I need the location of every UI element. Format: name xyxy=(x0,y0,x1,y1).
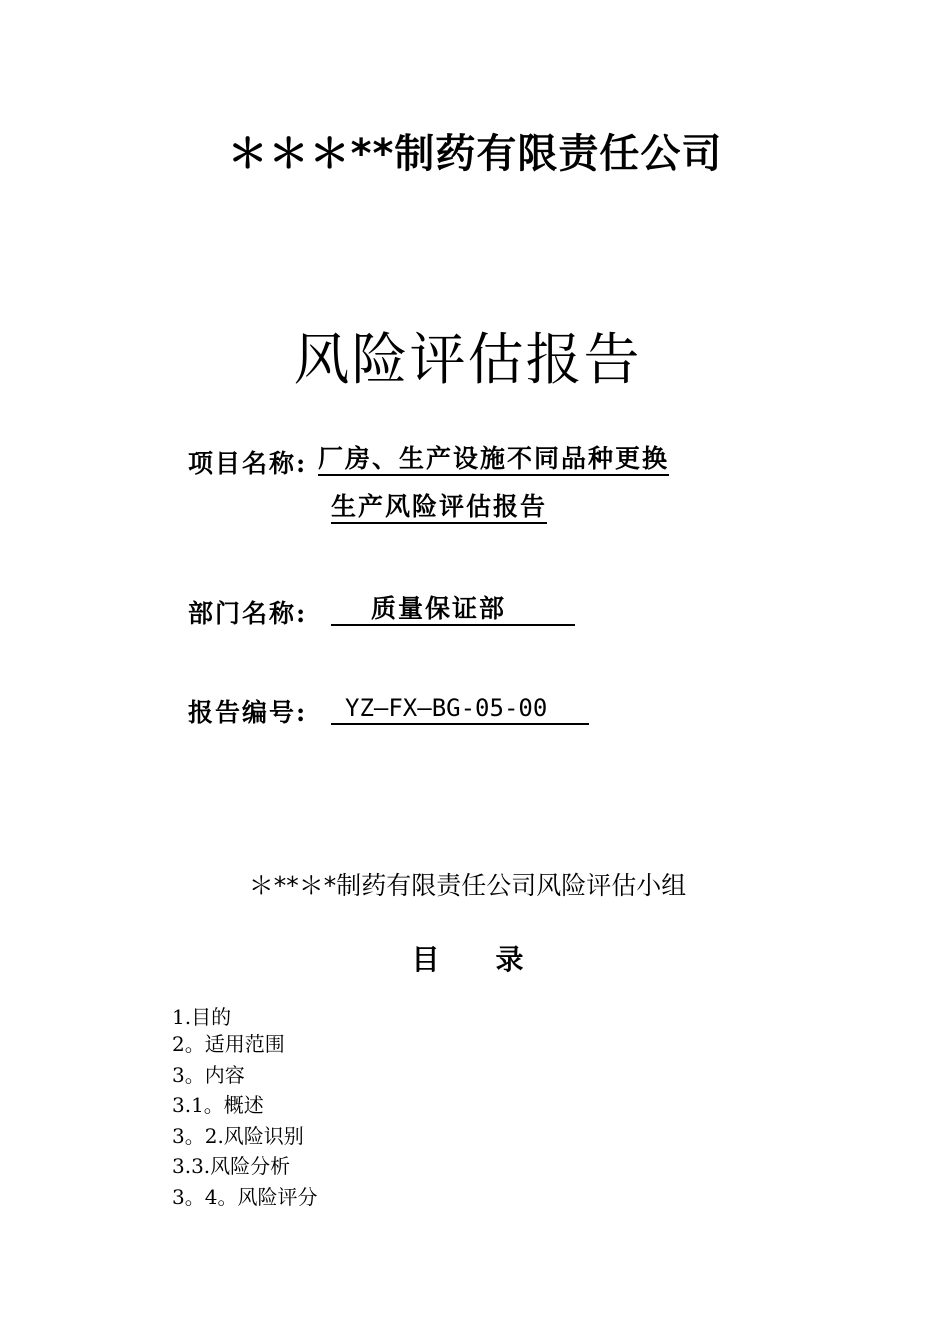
issuing-group: ＊**＊*制药有限责任公司风险评估小组 xyxy=(248,871,687,900)
report-number-value: YZ—FX—BG-05-00 xyxy=(331,693,589,725)
toc-title xyxy=(0,938,935,978)
toc-item[interactable]: 2。适用范围 xyxy=(172,1032,285,1056)
department-label: 部门名称: xyxy=(188,599,308,628)
company-name: ＊＊＊**制药有限责任公司 xyxy=(227,131,723,177)
report-title: 风险评估报告 xyxy=(293,328,642,393)
toc-item[interactable]: 3。2.风险识别 xyxy=(172,1123,304,1148)
table-of-contents xyxy=(172,1005,317,1212)
report-number-label: 报告编号: xyxy=(188,698,308,727)
toc-item[interactable]: 3。内容 xyxy=(172,1062,245,1087)
project-name-label: 项目名称: xyxy=(188,449,308,478)
toc-item[interactable]: 3.1。概述 xyxy=(172,1093,264,1117)
toc-title-char-1: 目 xyxy=(411,943,440,976)
toc-title-char-2: 录 xyxy=(495,943,524,976)
toc-item[interactable]: 1.目的 xyxy=(172,1005,232,1029)
department-value: 质量保证部 xyxy=(331,594,575,626)
toc-item[interactable]: 3.3.风险分析 xyxy=(172,1154,291,1178)
project-name-value-line2: 生产风险评估报告 xyxy=(331,492,547,524)
project-name-value-line1: 厂房、生产设施不同品种更换 xyxy=(318,444,669,476)
toc-item[interactable]: 3。4。风险评分 xyxy=(172,1184,318,1209)
